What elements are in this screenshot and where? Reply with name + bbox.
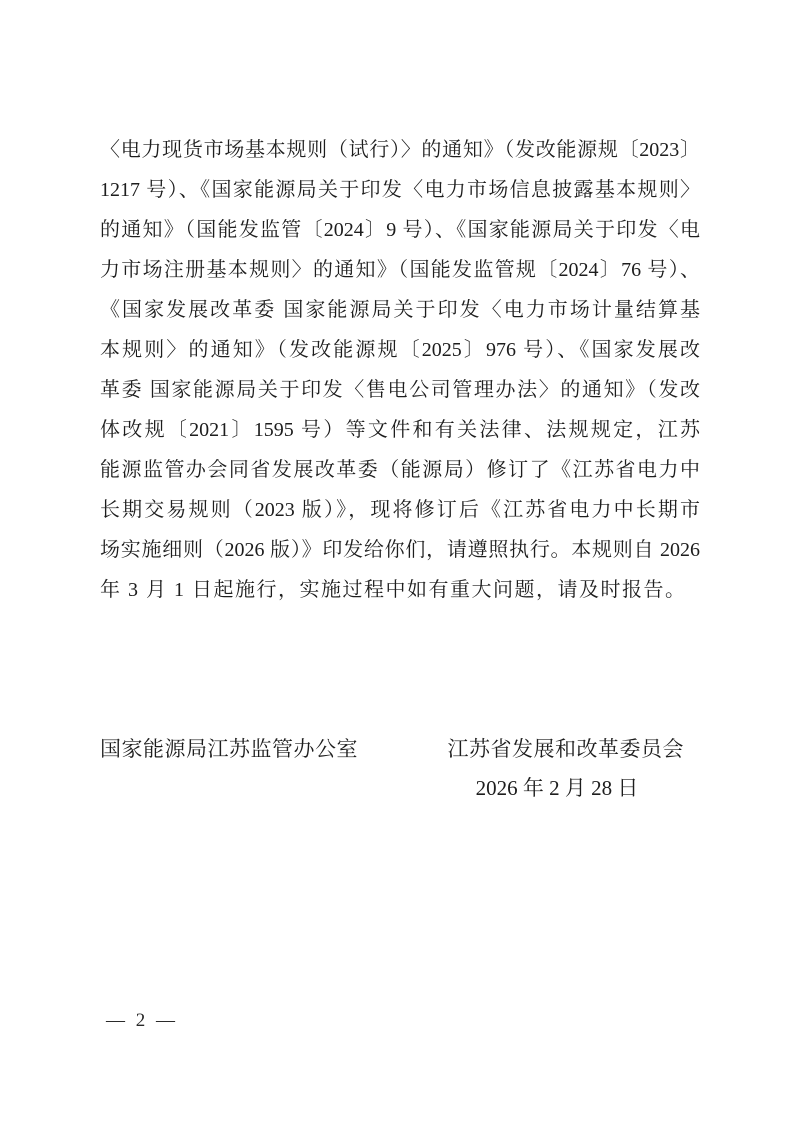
signature-block — [100, 733, 684, 765]
body-line: 年 3 月 1 日起施行，实施过程中如有重大问题，请及时报告。 — [100, 579, 687, 601]
body-line: 1217 号）、《国家能源局关于印发〈电力市场信息披露基本规则〉 — [100, 179, 700, 201]
body-line: 体改规〔2021〕1595 号）等文件和有关法律、法规规定，江苏 — [100, 419, 700, 441]
signature-date: 2026 年 2 月 28 日 — [475, 776, 639, 800]
body-line: 长期交易规则（2023 版）》，现将修订后《江苏省电力中长期市 — [100, 499, 700, 521]
body-line: 《国家发展改革委 国家能源局关于印发〈电力市场计量结算基 — [100, 299, 700, 321]
body-line: 场实施细则（2026 版）》印发给你们，请遵照执行。本规则自 2026 — [100, 539, 700, 561]
body-line: 〈电力现货市场基本规则（试行）〉的通知》（发改能源规〔2023〕 — [100, 139, 700, 161]
body-line: 力市场注册基本规则〉的通知》（国能发监管规〔2024〕76 号）、 — [100, 259, 700, 281]
signature-right-org: 江苏省发展和改革委员会 — [447, 737, 684, 761]
page-number-footer: — 2 — — [106, 1010, 178, 1031]
body-line: 能源监管办会同省发展改革委（能源局）修订了《江苏省电力中 — [100, 459, 700, 481]
signature-left-org: 国家能源局江苏监管办公室 — [100, 737, 358, 761]
notice-body-paragraph — [100, 130, 700, 610]
body-line: 的通知》（国能发监管〔2024〕9 号）、《国家能源局关于印发〈电 — [100, 219, 700, 241]
body-line: 本规则〉的通知》（发改能源规〔2025〕976 号）、《国家发展改 — [100, 339, 700, 361]
body-line: 革委 国家能源局关于印发〈售电公司管理办法〉的通知》（发改 — [100, 379, 700, 401]
